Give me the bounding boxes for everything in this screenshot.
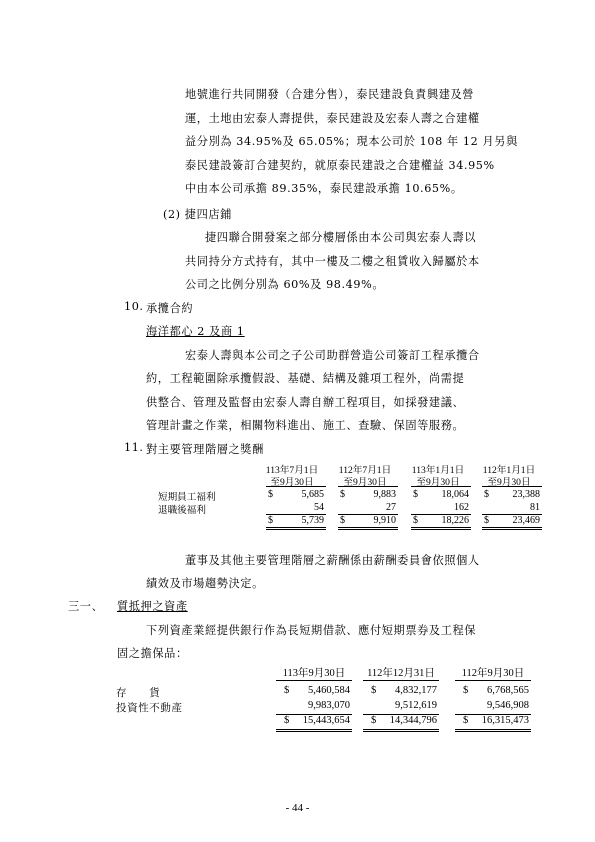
row-label: 退職後福利	[158, 505, 206, 516]
subheading-ocean: 海洋都心 2 及商 1	[146, 325, 245, 338]
paragraph-line: 董事及其他主要管理階層之薪酬係由薪酬委員會依照個人	[185, 554, 480, 567]
column-header: 113年7月1日	[265, 465, 319, 476]
column-header: 112年7月1日	[338, 465, 392, 476]
table-total: 16,315,473	[481, 715, 529, 726]
table-cell: 162	[454, 502, 469, 513]
currency-sign: $	[284, 685, 290, 696]
table-cell: 9,983,070	[308, 700, 350, 711]
currency-sign: $	[413, 489, 418, 500]
column-header: 至9月30日	[416, 477, 460, 488]
paragraph-line: 運，土地由宏泰人壽提供，泰民建設及宏泰人壽之合建權	[185, 112, 480, 125]
table-total: 23,469	[512, 515, 540, 526]
table-cell: 81	[530, 502, 540, 513]
row-label: 投資性不動產	[116, 702, 183, 714]
table-cell: 18,064	[441, 489, 469, 500]
table-total: 9,910	[373, 515, 396, 526]
table-cell: 9,512,619	[395, 700, 437, 711]
currency-sign: $	[371, 715, 377, 726]
table-cell: 4,832,177	[395, 685, 437, 696]
paragraph-line: 公司之比例分別為 60%及 98.49%。	[185, 278, 385, 291]
column-header: 112年9月30日	[461, 668, 525, 679]
table-cell: 5,685	[301, 489, 324, 500]
paragraph-line: 管理計畫之作業，相關物料進出、施工、查驗、保固等服務。	[146, 419, 465, 432]
currency-sign: $	[463, 715, 469, 726]
currency-sign: $	[268, 489, 273, 500]
table-cell: 54	[314, 502, 324, 513]
paragraph-line: 共同持分方式持有，其中一樓及二樓之租賃收入歸屬於本	[185, 255, 480, 268]
table-cell: 27	[386, 502, 396, 513]
paragraph-line: 宏泰人壽與本公司之子公司助群營造公司簽訂工程承攬合	[185, 349, 480, 362]
column-header: 113年1月1日	[411, 465, 465, 476]
paragraph-line: 績效及市場趨勢決定。	[146, 577, 264, 590]
column-header: 112年1月1日	[482, 465, 536, 476]
column-header: 至9月30日	[487, 477, 531, 488]
section-heading: 承攬合約	[146, 302, 194, 315]
table-cell: 23,388	[512, 489, 540, 500]
column-header: 至9月30日	[270, 477, 314, 488]
section-number: 10.	[124, 300, 144, 313]
page-number: - 44 -	[285, 802, 310, 814]
column-header: 112年12月31日	[367, 668, 435, 679]
table-total: 15,443,654	[302, 715, 350, 726]
row-label: 短期員工福利	[158, 492, 216, 503]
section-number: 三一、	[68, 600, 104, 613]
paragraph-line: 益分別為 34.95%及 65.05%；現本公司於 108 年 12 月另與	[185, 135, 518, 148]
currency-sign: $	[371, 685, 377, 696]
section-heading: 對主要管理階層之獎酬	[146, 443, 264, 456]
table-cell: 9,883	[373, 489, 396, 500]
table-cell: 5,460,584	[308, 685, 350, 696]
currency-sign: $	[484, 489, 489, 500]
currency-sign: $	[463, 685, 469, 696]
section-number: 11.	[124, 441, 144, 454]
currency-sign: $	[284, 715, 290, 726]
currency-sign: $	[340, 489, 345, 500]
table-total: 18,226	[441, 515, 469, 526]
column-header: 113年9月30日	[282, 668, 346, 679]
section-heading: 質抵押之資產	[117, 600, 188, 613]
paragraph-line: 約，工程範圍除承攬假設、基礎、結構及雜項工程外，尚需提	[146, 372, 465, 385]
table-cell: 9,546,908	[487, 700, 529, 711]
currency-sign: $	[340, 515, 345, 526]
table-total: 5,739	[301, 515, 324, 526]
table-cell: 6,768,565	[487, 685, 529, 696]
currency-sign: $	[413, 515, 418, 526]
paragraph-line: 捷四聯合開發案之部分樓層係由本公司與宏泰人壽以	[205, 231, 477, 244]
subheading-jie-si: (2) 捷四店鋪	[163, 208, 232, 221]
row-label: 存 貨	[116, 687, 161, 699]
paragraph-line: 泰民建設簽訂合建契約，就原泰民建設之合建權益 34.95%	[185, 159, 495, 172]
paragraph-line: 中由本公司承擔 89.35%，泰民建設承擔 10.65%。	[185, 182, 463, 195]
paragraph-line: 地號進行共同開發（合建分售），泰民建設負責興建及營	[185, 88, 475, 101]
currency-sign: $	[484, 515, 489, 526]
paragraph-line: 固之擔保品：	[117, 647, 188, 660]
table-total: 14,344,796	[389, 715, 437, 726]
paragraph-line: 下列資產業經提供銀行作為長短期借款、應付短期票券及工程保	[146, 624, 477, 637]
currency-sign: $	[268, 515, 273, 526]
paragraph-line: 供整合、管理及監督由宏泰人壽自辦工程項目，如採發建議、	[146, 396, 465, 409]
column-header: 至9月30日	[343, 477, 387, 488]
